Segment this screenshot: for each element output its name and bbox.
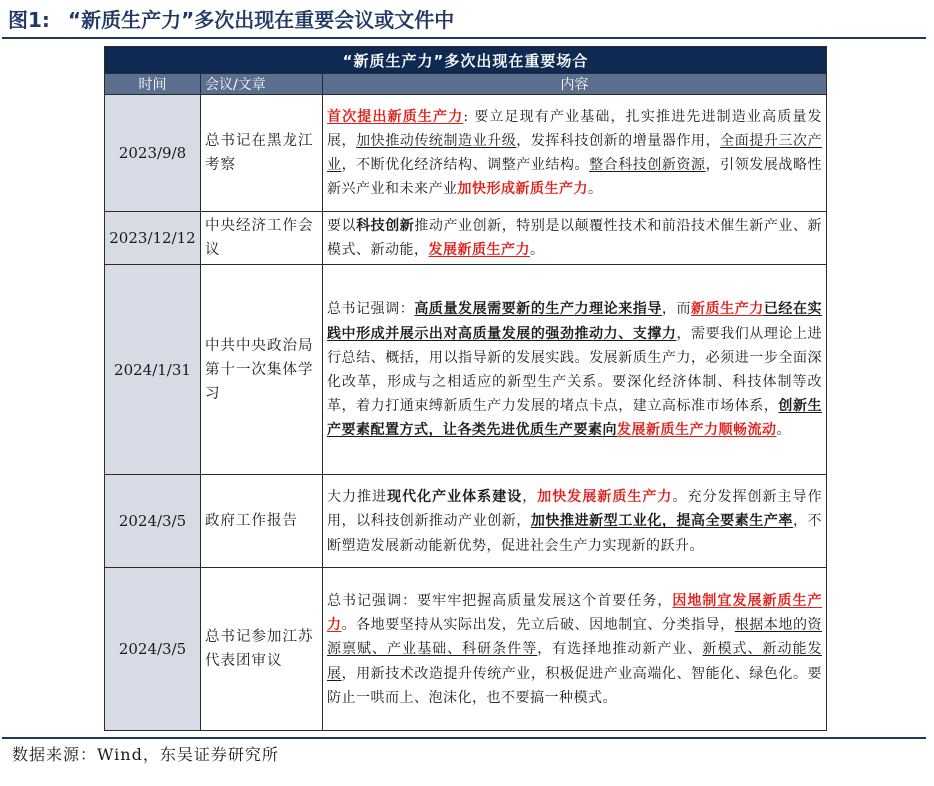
table-title: “新质生产力”多次出现在重要场合 [105, 47, 827, 74]
highlight-text: 加快发展新质生产力 [537, 489, 673, 506]
emphasis-text: 科技创新 [356, 218, 415, 234]
emphasis-text: 现代化产业体系建设 [387, 489, 523, 506]
content-text: 全面提升三次产业 [327, 132, 823, 173]
content-text: 。充分发挥创新主导作用，以科技创新推动产业创新， [327, 489, 823, 530]
content-text: 。 [776, 422, 791, 439]
highlight-text: 新质生产力 [691, 301, 764, 318]
emphasis-text: 高质量发展需要新的生产力理论来指导 [414, 301, 662, 318]
row-content [323, 95, 827, 212]
events-table [104, 46, 827, 731]
content-text: 。 [588, 181, 603, 198]
content-text: 根据本地的资源禀赋、产业基础、科研条件等 [327, 617, 823, 658]
row-content [323, 212, 827, 265]
content-text: : 要立足现有产业基础，扎实推进先进制造业高质量发展， [327, 108, 823, 149]
highlight-text: 首次提出新质生产力 [327, 108, 464, 125]
row-meeting: 总书记在黑龙江考察 [201, 95, 323, 212]
header-meeting: 会议/文章 [201, 74, 323, 95]
table-header-row [105, 74, 827, 95]
content-text: 推动产业创新，特别是以颠覆性技术和前沿技术催生新产业、新模式、新动能， [327, 218, 823, 259]
table-row [105, 475, 827, 568]
content-text: 新模式、新动能发展 [327, 641, 823, 682]
content-text: 大力推进 [327, 489, 388, 506]
source-note: 数据来源：Wind，东吴证券研究所 [12, 745, 279, 764]
row-date: 2024/3/5 [105, 475, 201, 568]
content-text: 总书记强调：要牢牢把握高质量发展这个首要任务， [327, 592, 673, 609]
highlight-text: 发展新质生产力顺畅流动 [617, 422, 777, 439]
content-text: ，引领发展战略性新兴产业和未来产业 [327, 157, 823, 198]
figure-title [8, 5, 454, 35]
highlight-text: 因地制宜发展新质生产力 [327, 592, 823, 634]
figure-label: 图1: [8, 8, 50, 32]
highlight-text: 加快形成新质生产力 [457, 181, 588, 198]
content-text: ， [522, 489, 538, 506]
row-meeting: 总书记参加江苏代表团审议 [201, 568, 323, 731]
table-row [105, 568, 827, 731]
row-date: 2023/12/12 [105, 212, 201, 265]
row-date: 2024/1/31 [105, 265, 201, 475]
row-date: 2024/3/5 [105, 568, 201, 731]
content-text: 整合科技创新资源 [589, 157, 706, 173]
content-text: 要以 [327, 218, 357, 234]
content-text: 。 [530, 242, 545, 259]
header-content: 内容 [323, 74, 827, 95]
top-rule [2, 37, 926, 39]
content-text: 。各地要坚持从实际出发，先立后破、因地制宜、分类指导， [341, 617, 735, 634]
row-date: 2023/9/8 [105, 95, 201, 212]
header-date: 时间 [105, 74, 201, 95]
highlight-text: 发展新质生产力 [428, 242, 530, 259]
emphasis-text: 创新生产要素配置方式，让各类先进优质生产要素向 [327, 398, 823, 439]
row-content [323, 475, 827, 568]
content-text: ，而 [661, 301, 692, 318]
content-text: 加快推动传统制造业升级 [356, 132, 517, 149]
table-row [105, 212, 827, 265]
row-content [323, 265, 827, 475]
row-content [323, 568, 827, 731]
content-text: ，有选择地推动新产业、 [537, 641, 703, 658]
emphasis-text: 加快推进新型工业化，提高全要素生产率 [530, 513, 793, 530]
row-meeting: 中央经济工作会议 [201, 212, 323, 265]
content-text: ，不断优化经济结构、调整产业结构。 [341, 157, 590, 173]
table-title-row [105, 47, 827, 74]
content-text: ，不断塑造发展新动能新优势，促进社会生产力实现新的跃升。 [327, 513, 823, 554]
content-text: ，用新技术改造提升传统产业，积极促进产业高端化、智能化、绿色化。要防止一哄而上、泡沫化，也不要搞一种模式。 [327, 665, 823, 706]
content-text: ，需要我们从理论上进行总结、概括，用以指导新的发展实践。发展新质生产力，必须进一步全面深化改革，形成与之相适应的新型生产关系。要深化经济体制、科技体制等改革，着力打通束缚新质生产力发展的堵点卡点，建立高标准市场体系， [327, 325, 823, 415]
row-meeting: 政府工作报告 [201, 475, 323, 568]
figure-caption: “新质生产力”多次出现在重要会议或文件中 [67, 8, 455, 32]
content-text: 总书记强调： [327, 301, 415, 318]
emphasis-text: 已经在实践中形成并展示出对高质量发展的强劲推动力、支撑力 [327, 301, 823, 342]
bottom-rule [2, 737, 926, 739]
table-row [105, 95, 827, 212]
content-text: ，发挥科技创新的增量器作用， [516, 132, 721, 149]
row-meeting: 中共中央政治局第十一次集体学习 [201, 265, 323, 475]
table-row [105, 265, 827, 475]
